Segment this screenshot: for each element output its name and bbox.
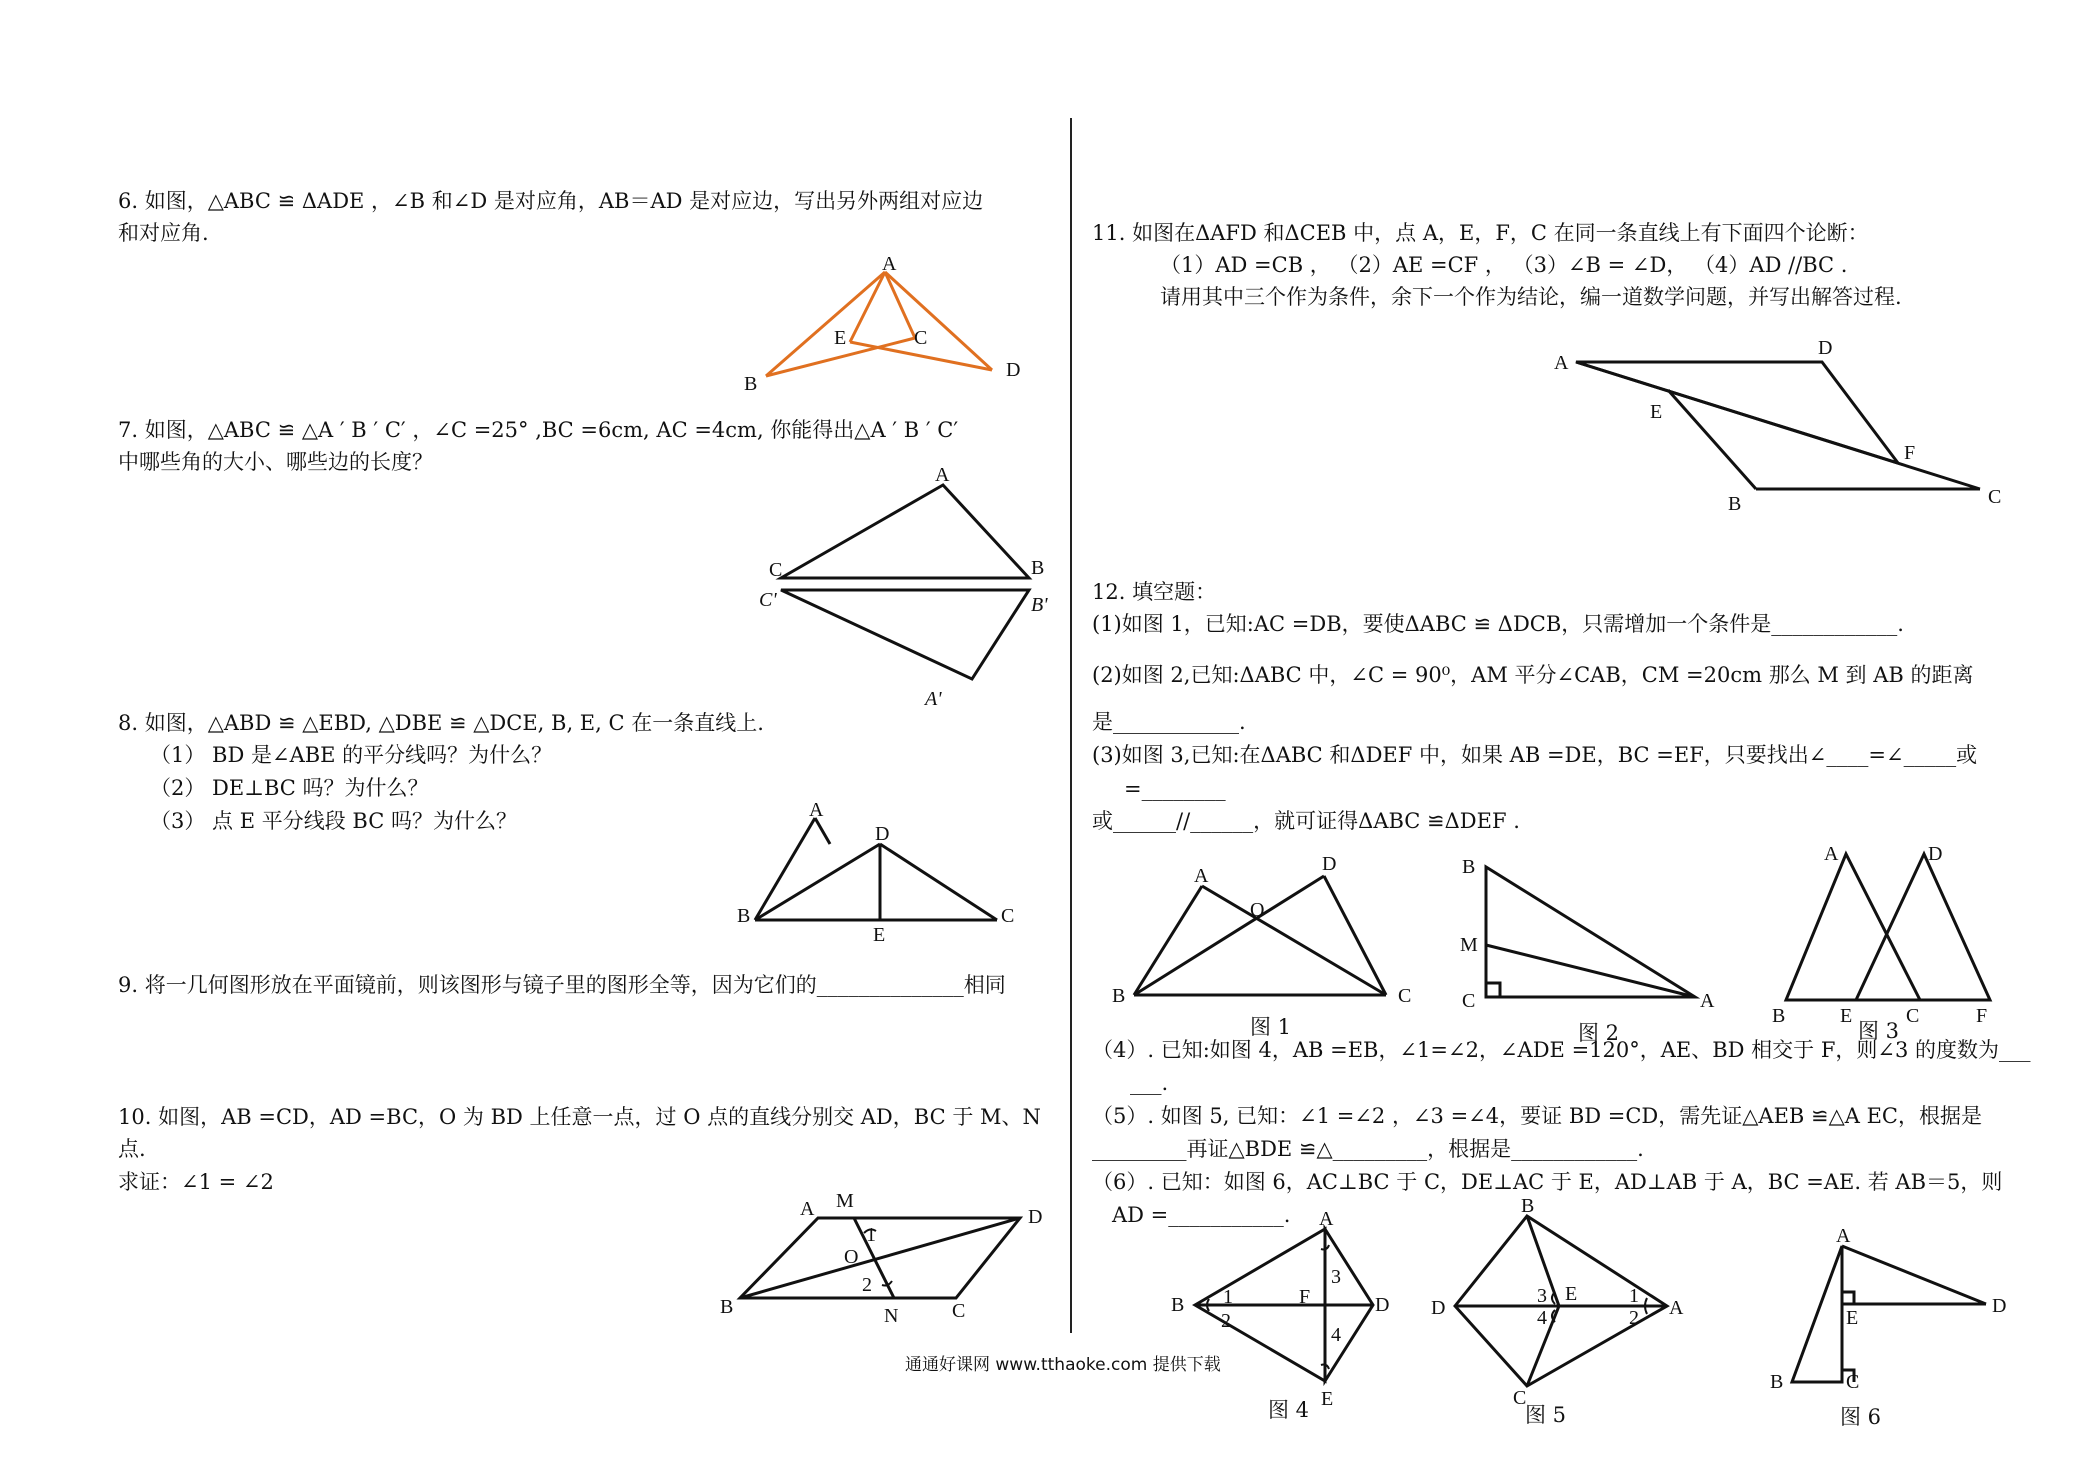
q12-p4b: ___. (1130, 1071, 1169, 1095)
q12-p3b: =________ (1124, 777, 1226, 801)
q8-label-a: A (809, 799, 824, 821)
q10-line2: 点. (118, 1137, 146, 1161)
q6-label-a: A (882, 253, 897, 275)
q12-fig1-label-o: O (1250, 899, 1265, 921)
q8-label-d: D (875, 823, 890, 845)
q12-p3c: 或______//______，就可证得ΔABC ≌ΔDEF . (1092, 809, 1520, 833)
q12-p4a: （4）. 已知:如图 4，AB =EB，∠1=∠2，∠ADE =120°，AE、BD 相交于 F，则∠3 的度数为___ (1092, 1038, 2031, 1062)
q10-line1: 10. 如图，AB =CD，AD =BC，O 为 BD 上任意一点，过 O 点的直线分别交 AD，BC 于 M、N (118, 1105, 1041, 1129)
q12-title: 12. 填空题： (1092, 580, 1217, 604)
q12-figure-3 (1770, 840, 2010, 1030)
q12-fig4-label-e: E (1321, 1388, 1334, 1410)
q10-label-n: N (884, 1305, 899, 1327)
q12-fig4-label-a: A (1319, 1208, 1334, 1230)
q12-fig5-angle-3: 3 (1537, 1285, 1547, 1307)
q11-line2: （1）AD =CB ， （2）AE =CF ， （3）∠B = ∠D， （4）AD //BC . (1160, 253, 1848, 277)
q12-fig4-label-b: B (1171, 1294, 1185, 1316)
q12-fig1-label-b: B (1112, 985, 1126, 1007)
q12-p5b: _________再证△BDE ≌△_________，根据是____________. (1092, 1137, 1644, 1161)
q12-fig2-label-b: B (1462, 856, 1476, 878)
q10-label-a: A (800, 1198, 815, 1220)
q12-fig5-label-b: B (1521, 1195, 1535, 1217)
q12-p6a: （6）. 已知：如图 6，AC⊥BC 于 C，DE⊥AC 于 E，AD⊥AB 于 A，BC =AE. 若 AB＝5，则 (1092, 1170, 2003, 1194)
q11-label-c: C (1988, 486, 2002, 508)
q8-line1: 8. 如图，△ABD ≌ △EBD, △DBE ≌ △DCE, B, E, C 在一条直线上. (118, 711, 764, 735)
q12-figure-2 (1450, 855, 1715, 1025)
q12-figure-1 (1110, 850, 1430, 1030)
q10-angle-2: 2 (862, 1274, 872, 1296)
q12-fig5-label-d: D (1431, 1297, 1446, 1319)
q12-p2a: (2)如图 2,已知:ΔABC 中，∠C = 90⁰，AM 平分∠CAB，CM =20cm 那么 M 到 AB 的距离 (1092, 663, 1974, 687)
q12-fig6-label-b: B (1770, 1371, 1784, 1393)
q6-line1: 6. 如图，△ABC ≌ ΔADE ，∠B 和∠D 是对应角，AB＝AD 是对应边，写出另外两组对应边 (118, 189, 984, 213)
q12-fig4-angle-1: 1 (1223, 1286, 1233, 1308)
q12-fig6-label-e: E (1846, 1307, 1859, 1329)
q8-figure (735, 800, 1035, 950)
q12-fig3-label-f: F (1976, 1005, 1988, 1027)
q10-label-m: M (836, 1190, 854, 1212)
q6-figure (730, 253, 1050, 398)
q12-caption-3: 图 3 (1858, 1019, 1900, 1043)
q12-caption-1: 图 1 (1250, 1015, 1292, 1039)
q12-caption-4: 图 4 (1268, 1398, 1310, 1422)
column-divider (1070, 118, 1072, 1333)
q7-label-a-prime: A' (925, 688, 942, 710)
q12-fig1-label-c: C (1398, 985, 1412, 1007)
q12-fig4-label-f: F (1299, 1286, 1311, 1308)
q10-label-d: D (1028, 1206, 1043, 1228)
q12-fig5-angle-1: 1 (1629, 1285, 1639, 1307)
q12-fig5-angle-2: 2 (1629, 1307, 1639, 1329)
q9-line1: 9. 将一几何图形放在平面镜前，则该图形与镜子里的图形全等，因为它们的______________相同 (118, 973, 1006, 997)
q6-label-e: E (834, 327, 847, 349)
q12-caption-5: 图 5 (1525, 1403, 1567, 1427)
q12-fig3-label-b: B (1772, 1005, 1786, 1027)
q10-figure (720, 1185, 1060, 1335)
q11-label-e: E (1650, 401, 1663, 423)
q12-fig5-label-a: A (1669, 1297, 1684, 1319)
q12-fig4-angle-2: 2 (1221, 1310, 1231, 1332)
q12-fig3-label-d: D (1928, 843, 1943, 865)
q10-line3: 求证：∠1 = ∠2 (118, 1170, 274, 1194)
q7-figure (755, 465, 1075, 725)
q11-label-f: F (1904, 442, 1916, 464)
q11-label-a: A (1554, 352, 1569, 374)
q7-label-b: B (1031, 557, 1045, 579)
q7-label-b-prime: B' (1031, 594, 1048, 616)
q12-fig6-label-c: C (1846, 1371, 1860, 1393)
q12-fig3-label-c: C (1906, 1005, 1920, 1027)
q12-fig5-angle-4: 4 (1537, 1307, 1547, 1329)
q11-label-d: D (1818, 337, 1833, 359)
q10-label-c: C (952, 1300, 966, 1322)
q12-figure-6 (1758, 1222, 2038, 1402)
q8-label-c: C (1001, 905, 1015, 927)
q7-label-a: A (935, 464, 950, 486)
q10-label-b: B (720, 1296, 734, 1318)
q7-label-c: C (769, 559, 783, 581)
q7-line1: 7. 如图，△ABC ≌ △A ′ B ′ C′ ，∠C =25° ,BC =6cm, AC =4cm, 你能得出△A ′ B ′ C′ (118, 418, 959, 442)
q8-label-e: E (873, 924, 886, 946)
q11-label-b: B (1728, 493, 1742, 515)
q8-sub1: （1） BD 是∠ABE 的平分线吗？为什么？ (150, 743, 553, 767)
q12-figure-5 (1425, 1195, 1705, 1410)
q10-angle-1: 1 (866, 1224, 876, 1246)
q11-line1: 11. 如图在ΔAFD 和ΔCEB 中，点 A，E，F，C 在同一条直线上有下面四个论断： (1092, 221, 1869, 245)
q6-label-d: D (1006, 359, 1021, 381)
q8-sub2: （2） DE⊥BC 吗？为什么？ (150, 776, 429, 800)
q12-fig3-label-a: A (1824, 843, 1839, 865)
q12-caption-2: 图 2 (1578, 1021, 1620, 1045)
q12-p1: (1)如图 1，已知:AC =DB，要使ΔABC ≌ ΔDCB，只需增加一个条件是____________. (1092, 612, 1904, 636)
q7-label-c-prime: C' (759, 589, 777, 611)
q12-caption-6: 图 6 (1840, 1405, 1882, 1429)
q8-sub3: （3） 点 E 平分线段 BC 吗？为什么？ (150, 809, 517, 833)
q12-fig5-label-c: C (1513, 1387, 1527, 1409)
q12-fig2-label-a: A (1700, 990, 1715, 1012)
q12-fig6-label-a: A (1836, 1225, 1851, 1247)
q6-label-c: C (914, 327, 928, 349)
q12-fig4-angle-3: 3 (1331, 1266, 1341, 1288)
q10-label-o: O (844, 1246, 859, 1268)
q6-line2: 和对应角. (118, 221, 209, 245)
q12-fig2-label-c: C (1462, 990, 1476, 1012)
q12-fig1-label-d: D (1322, 853, 1337, 875)
footer-credit: 通通好课网 www.tthaoke.com 提供下载 (905, 1355, 1221, 1375)
q12-fig2-label-m: M (1460, 934, 1478, 956)
q12-p2b: 是____________. (1092, 710, 1246, 734)
q7-line2: 中哪些角的大小、哪些边的长度？ (118, 450, 433, 474)
q12-fig4-label-d: D (1375, 1294, 1390, 1316)
q12-p5a: （5）. 如图 5, 已知：∠1 =∠2 ，∠3 =∠4，要证 BD =CD，需先证△AEB ≌△A EC，根据是 (1092, 1104, 1982, 1128)
q12-fig3-label-e: E (1840, 1005, 1853, 1027)
q11-figure (1540, 335, 2020, 525)
q12-p3a: (3)如图 3,已知:在ΔABC 和ΔDEF 中，如果 AB =DE，BC =EF，只要找出∠____=∠_____或 (1092, 743, 1978, 767)
q8-label-b: B (737, 905, 751, 927)
q12-fig4-angle-4: 4 (1331, 1324, 1341, 1346)
q12-fig1-label-a: A (1194, 865, 1209, 887)
q12-fig6-label-d: D (1992, 1295, 2007, 1317)
q12-p6b: AD =___________. (1112, 1203, 1291, 1227)
q12-fig5-label-e: E (1565, 1283, 1578, 1305)
q6-label-b: B (744, 373, 758, 395)
q11-line3: 请用其中三个作为条件，余下一个作为结论，编一道数学问题，并写出解答过程. (1160, 285, 1902, 309)
